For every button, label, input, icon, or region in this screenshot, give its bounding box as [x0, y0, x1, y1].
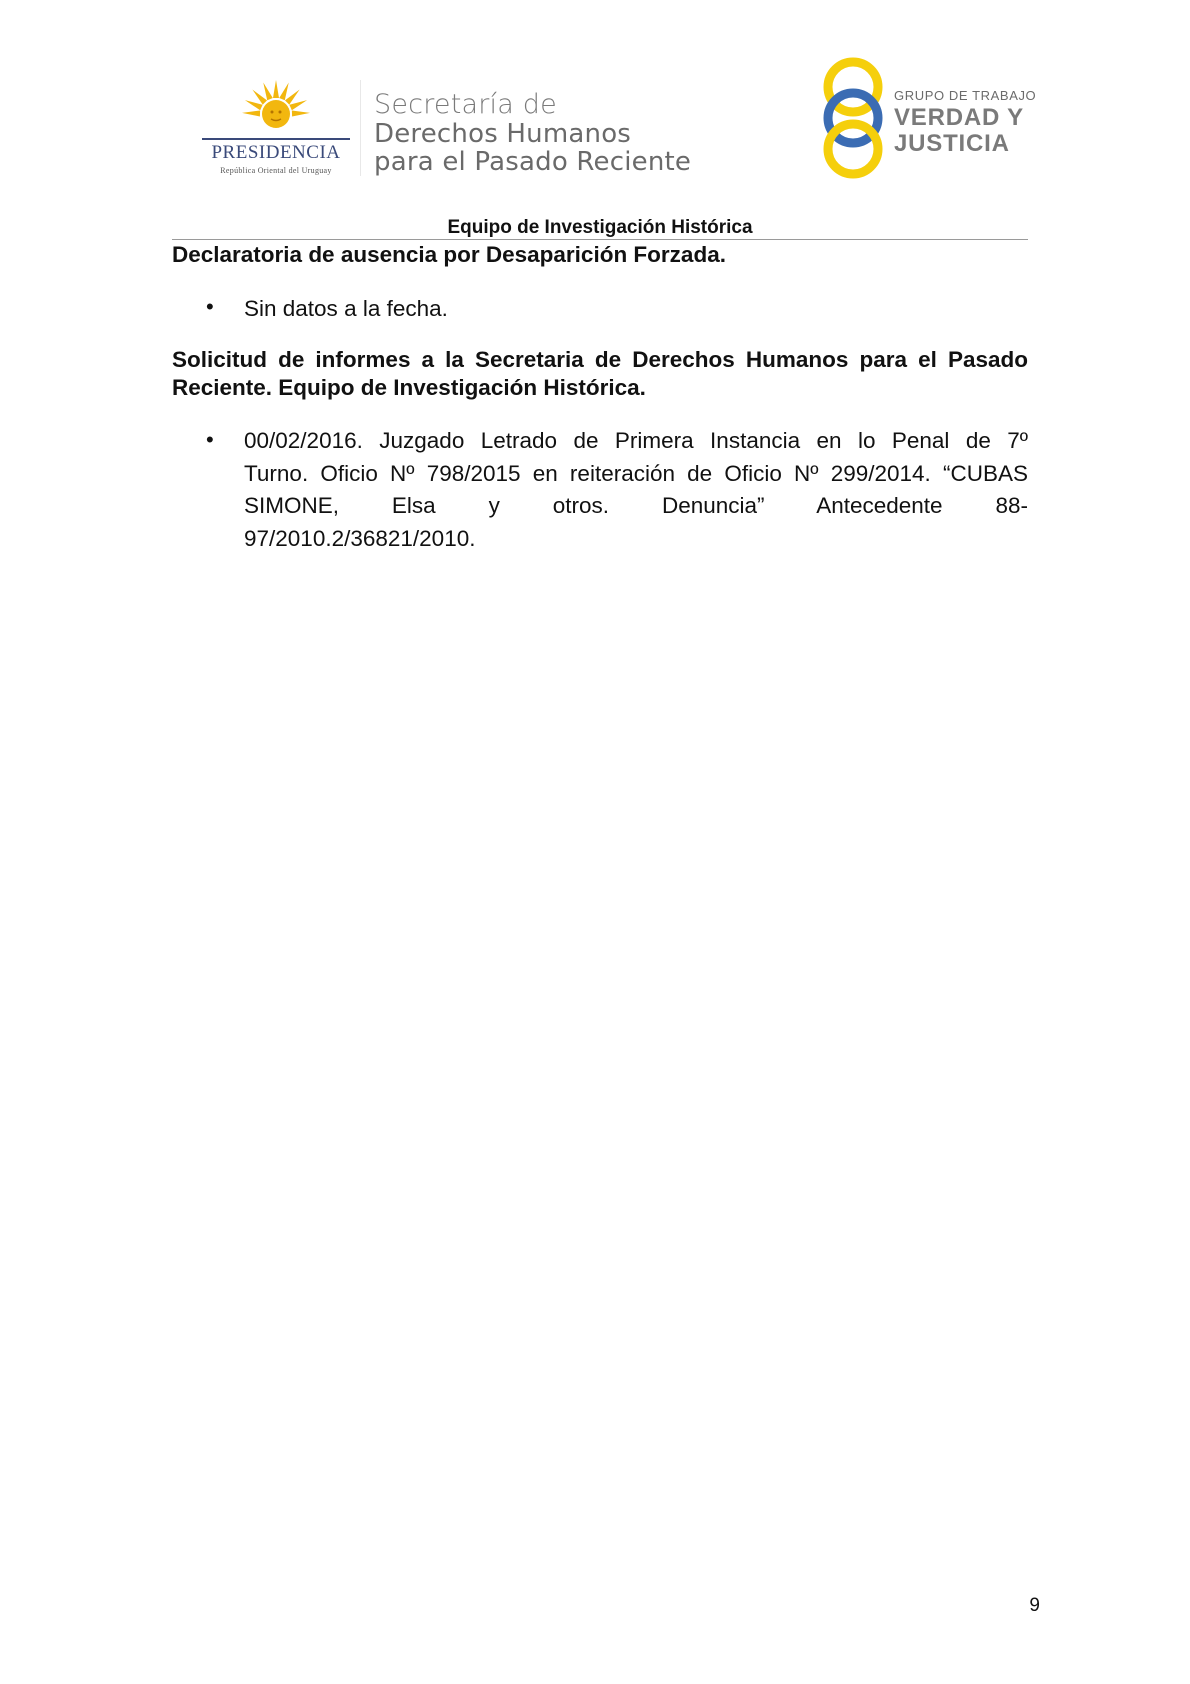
- justicia-label: JUSTICIA: [894, 130, 1010, 157]
- secretaria-line-3: para el Pasado Reciente: [374, 147, 692, 177]
- secretaria-wordmark: [374, 90, 691, 176]
- presidencia-subtitle: República Oriental del Uruguay: [220, 166, 332, 175]
- section-title-declaratoria: Declaratoria de ausencia por Desaparición Forzada.: [172, 242, 726, 267]
- section-title-solicitud: Solicitud de informes a la Secretaria de Derechos Humanos para el Pasado Reciente. Equipo de Investigación Histórica.: [172, 347, 1028, 400]
- list-item: [244, 425, 1028, 555]
- logo-separator: [360, 80, 361, 176]
- list-item-line: SIMONE, Elsa y otros. Denuncia” Antecedente 88-: [244, 493, 1028, 518]
- verdad-justicia-logo: [820, 56, 1037, 180]
- list-item: Sin datos a la fecha.: [244, 296, 448, 321]
- linked-rings-icon: [820, 56, 890, 180]
- secretaria-line-2: Derechos Humanos: [374, 119, 632, 149]
- verdad-label: VERDAD Y: [894, 104, 1024, 131]
- list-item-line: 00/02/2016. Juzgado Letrado de Primera Instancia en lo Penal de 7º: [244, 428, 1028, 453]
- presidencia-wordmark: PRESIDENCIA: [211, 142, 341, 163]
- list-item-line: Turno. Oficio Nº 798/2015 en reiteración de Oficio Nº 299/2014. “CUBAS: [244, 460, 1028, 486]
- bullet-icon: •: [206, 294, 214, 319]
- header-rule: [172, 239, 1028, 240]
- logo-divider: [202, 138, 350, 140]
- running-header-title: Equipo de Investigación Histórica: [447, 217, 753, 238]
- grupo-label: GRUPO DE TRABAJO: [894, 88, 1037, 103]
- sun-emblem-icon: [234, 80, 318, 140]
- secretaria-line-1: Secretaría de: [374, 89, 557, 120]
- list-item-line: 97/2010.2/36821/2010.: [244, 525, 476, 551]
- page-number: 9: [1029, 1595, 1040, 1616]
- presidencia-logo: [196, 80, 356, 180]
- bullet-icon: •: [206, 427, 214, 452]
